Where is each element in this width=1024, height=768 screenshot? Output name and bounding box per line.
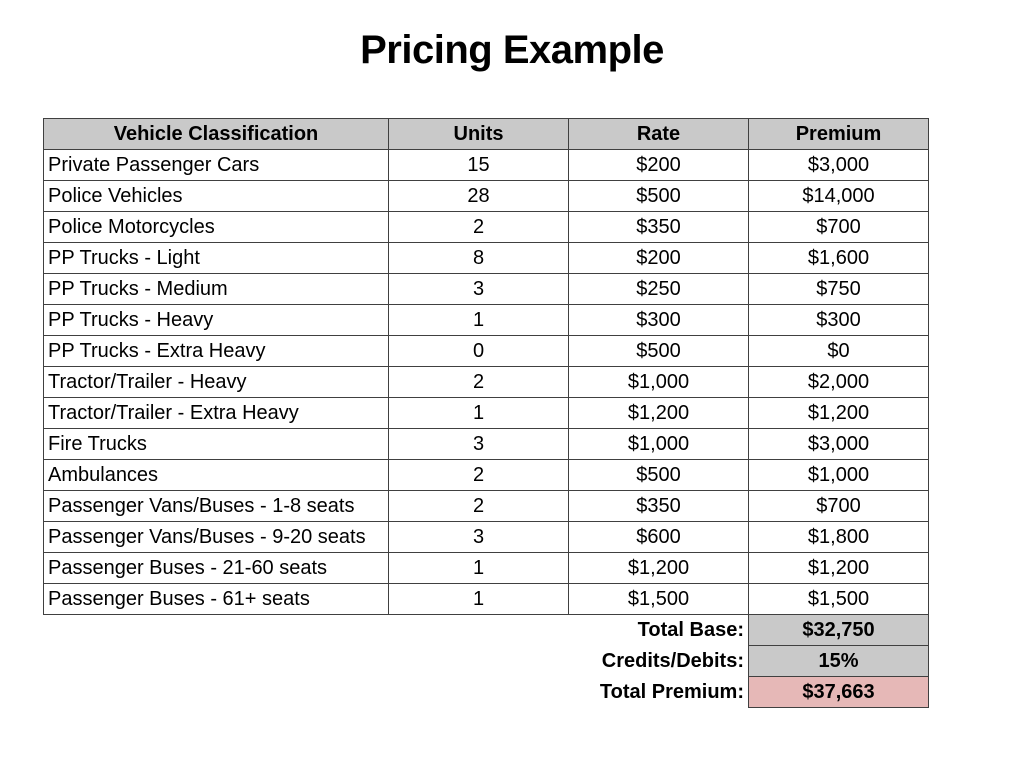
table-row xyxy=(44,243,929,274)
table-row xyxy=(44,491,929,522)
vehicle-classification-cell: Tractor/Trailer - Extra Heavy xyxy=(44,398,389,429)
header-rate: Rate xyxy=(569,119,749,150)
vehicle-classification-cell: PP Trucks - Light xyxy=(44,243,389,274)
rate-cell: $200 xyxy=(569,150,749,181)
total-premium-value: $37,663 xyxy=(749,677,929,708)
premium-cell: $300 xyxy=(749,305,929,336)
vehicle-classification-cell: Passenger Vans/Buses - 1-8 seats xyxy=(44,491,389,522)
rate-cell: $1,000 xyxy=(569,367,749,398)
table-row xyxy=(44,429,929,460)
table-row xyxy=(44,398,929,429)
units-cell: 3 xyxy=(389,522,569,553)
units-cell: 1 xyxy=(389,553,569,584)
units-cell: 3 xyxy=(389,274,569,305)
vehicle-classification-cell: Passenger Buses - 61+ seats xyxy=(44,584,389,615)
table-row xyxy=(44,553,929,584)
premium-cell: $1,000 xyxy=(749,460,929,491)
vehicle-classification-cell: Private Passenger Cars xyxy=(44,150,389,181)
table-row xyxy=(44,305,929,336)
table-row xyxy=(44,212,929,243)
premium-cell: $0 xyxy=(749,336,929,367)
credits-debits-label: Credits/Debits: xyxy=(601,649,744,672)
pricing-table xyxy=(43,118,929,708)
units-cell: 3 xyxy=(389,429,569,460)
premium-cell: $1,600 xyxy=(749,243,929,274)
vehicle-classification-cell: Police Motorcycles xyxy=(44,212,389,243)
rate-cell: $1,000 xyxy=(569,429,749,460)
table-row xyxy=(44,522,929,553)
vehicle-classification-cell: PP Trucks - Extra Heavy xyxy=(44,336,389,367)
table-row xyxy=(44,367,929,398)
total-premium-label: Total Premium: xyxy=(599,680,744,703)
total-premium-row xyxy=(44,677,929,708)
rate-cell: $500 xyxy=(569,181,749,212)
rate-cell: $350 xyxy=(569,491,749,522)
rate-cell: $500 xyxy=(569,336,749,367)
premium-cell: $1,200 xyxy=(749,553,929,584)
rate-cell: $1,200 xyxy=(569,398,749,429)
premium-cell: $700 xyxy=(749,491,929,522)
units-cell: 1 xyxy=(389,305,569,336)
premium-cell: $3,000 xyxy=(749,429,929,460)
units-cell: 0 xyxy=(389,336,569,367)
total-base-row xyxy=(44,615,929,646)
empty-cell xyxy=(44,677,389,708)
header-units: Units xyxy=(389,119,569,150)
premium-cell: $1,500 xyxy=(749,584,929,615)
vehicle-classification-cell: Passenger Vans/Buses - 9-20 seats xyxy=(44,522,389,553)
table-row xyxy=(44,336,929,367)
empty-cell xyxy=(44,615,389,646)
rate-cell: $300 xyxy=(569,305,749,336)
premium-cell: $700 xyxy=(749,212,929,243)
vehicle-classification-cell: Passenger Buses - 21-60 seats xyxy=(44,553,389,584)
units-cell: 28 xyxy=(389,181,569,212)
units-cell: 1 xyxy=(389,584,569,615)
premium-cell: $1,800 xyxy=(749,522,929,553)
table-row xyxy=(44,150,929,181)
vehicle-classification-cell: PP Trucks - Medium xyxy=(44,274,389,305)
premium-cell: $14,000 xyxy=(749,181,929,212)
premium-cell: $1,200 xyxy=(749,398,929,429)
table-row xyxy=(44,181,929,212)
vehicle-classification-cell: Tractor/Trailer - Heavy xyxy=(44,367,389,398)
credits-debits-value: 15% xyxy=(749,646,929,677)
rate-cell: $350 xyxy=(569,212,749,243)
vehicle-classification-cell: PP Trucks - Heavy xyxy=(44,305,389,336)
units-cell: 2 xyxy=(389,367,569,398)
rate-cell: $1,500 xyxy=(569,584,749,615)
rate-cell: $200 xyxy=(569,243,749,274)
units-cell: 1 xyxy=(389,398,569,429)
empty-cell xyxy=(389,615,569,646)
header-premium: Premium xyxy=(749,119,929,150)
units-cell: 2 xyxy=(389,491,569,522)
units-cell: 15 xyxy=(389,150,569,181)
empty-cell xyxy=(389,677,569,708)
empty-cell xyxy=(44,646,389,677)
header-vehicle-classification: Vehicle Classification xyxy=(44,119,389,150)
table-row xyxy=(44,584,929,615)
rate-cell: $600 xyxy=(569,522,749,553)
premium-cell: $750 xyxy=(749,274,929,305)
vehicle-classification-cell: Ambulances xyxy=(44,460,389,491)
units-cell: 8 xyxy=(389,243,569,274)
table-row xyxy=(44,460,929,491)
units-cell: 2 xyxy=(389,460,569,491)
vehicle-classification-cell: Fire Trucks xyxy=(44,429,389,460)
rate-cell: $500 xyxy=(569,460,749,491)
empty-cell xyxy=(389,646,569,677)
units-cell: 2 xyxy=(389,212,569,243)
total-base-value: $32,750 xyxy=(749,615,929,646)
rate-cell: $1,200 xyxy=(569,553,749,584)
rate-cell: $250 xyxy=(569,274,749,305)
premium-cell: $3,000 xyxy=(749,150,929,181)
total-base-label: Total Base: xyxy=(637,618,744,641)
table-row xyxy=(44,274,929,305)
credits-debits-row xyxy=(44,646,929,677)
premium-cell: $2,000 xyxy=(749,367,929,398)
page-title: Pricing Example xyxy=(360,28,664,72)
vehicle-classification-cell: Police Vehicles xyxy=(44,181,389,212)
table-header-row xyxy=(44,119,929,150)
